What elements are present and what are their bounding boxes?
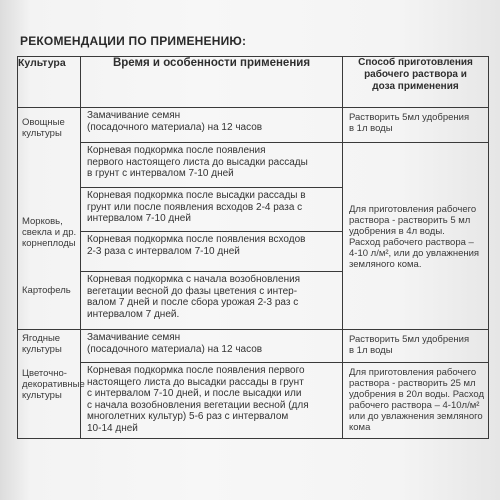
method-cell-4: Для приготовления рабочего раствора - растворить 25 мл удобрения в 20л воды. Расход рабочего раствора – 4-10л/м² или до увлажнения земляного кома [343, 363, 489, 439]
time-cell-6: Замачивание семян (посадочного материала) на 12 часов [81, 330, 343, 363]
section-title: РЕКОМЕНДАЦИИ ПО ПРИМЕНЕНИЮ: [20, 34, 247, 48]
table-row [18, 330, 489, 363]
time-cell-5: Корневая подкормка с начала возобновления вегетации весной до фазы цветения с интер- валом 7 дней и после сбора урожая 2-3 раз с интервалом 7 дней. [81, 272, 343, 330]
table-row [18, 143, 489, 188]
table-row [18, 363, 489, 439]
crop-potato: Картофель [22, 285, 71, 296]
header-method-text: Способ приготовления рабочего раствора и доза применения [358, 57, 473, 92]
crop-cell-group1 [18, 108, 81, 355]
time-cell-3: Корневая подкормка после высадки рассады в грунт или после появления всходов 2-4 раза с интервалом 7-10 дней [81, 188, 343, 232]
crop-carrot: Морковь, свекла и др. корнеплоды [22, 216, 77, 249]
time-cell-7: Корневая подкормка после появления первого настоящего листа до высадки рассады в грунт с интервалом 7-10 дней, и после высадки или с начала возобновления вегетации весной (для многолетних культур) 5-6 раз с интервалом 10-14 дней [81, 363, 343, 439]
recommendations-table [17, 56, 489, 439]
method-cell-3: Растворить 5мл удобрения в 1л воды [343, 330, 489, 363]
method-cell-1: Растворить 5мл удобрения в 1л воды [343, 108, 489, 143]
header-crop: Культура [18, 57, 81, 108]
crop-berries: Ягодные культуры [22, 333, 62, 355]
crop-vegetables: Овощные культуры [22, 117, 65, 139]
time-cell-2: Корневая подкормка после появления первого настоящего листа до высадки рассады в грунт с интервалом 7-10 дней [81, 143, 343, 188]
crop-cell-group2 [18, 330, 85, 439]
crop-flowers: Цветочно- декоративные культуры [22, 368, 85, 401]
time-cell-1: Замачивание семян (посадочного материала) на 12 часов [81, 108, 343, 143]
time-cell-4: Корневая подкормка после появления всходов 2-3 раза с интервалом 7-10 дней [81, 232, 343, 272]
header-row [18, 57, 489, 108]
header-method [343, 57, 489, 108]
method-cell-2: Для приготовления рабочего раствора - растворить 5 мл удобрения в 4л воды. Расход рабочего раствора – 4-10 л/м², или до увлажнения земляного кома. [343, 143, 489, 330]
header-time: Время и особенности применения [81, 57, 343, 108]
table-row [18, 108, 489, 143]
